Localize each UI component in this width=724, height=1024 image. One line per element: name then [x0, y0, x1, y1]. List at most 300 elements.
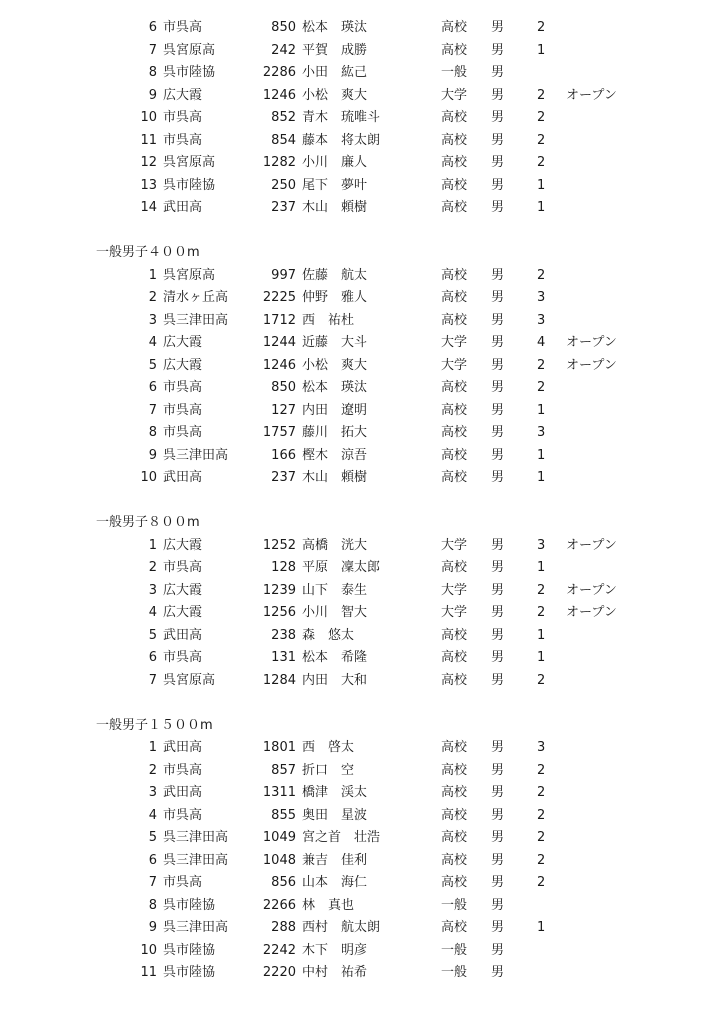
sex-cell: 男: [491, 312, 505, 328]
athlete-name-cell: 高橋 洸大: [302, 537, 368, 553]
bib-number-cell: 1282: [262, 155, 296, 170]
grade-cell: 2: [537, 672, 546, 688]
team-cell: 呉市陸協: [163, 965, 216, 980]
sex-cell: 男: [491, 42, 505, 58]
athlete-name-cell: 尾下 夢叶: [302, 177, 368, 193]
rank-cell: 6: [148, 650, 157, 665]
rank-cell: 7: [148, 875, 157, 890]
athlete-name-cell: 奥田 星波: [302, 807, 368, 823]
sex-cell: 男: [491, 920, 505, 935]
sex-cell: 男: [491, 942, 505, 958]
team-cell: 市呉高: [163, 110, 203, 125]
athlete-name-cell: 中村 祐希: [302, 965, 368, 980]
rank-cell: 10: [140, 942, 157, 958]
team-cell: 市呉高: [163, 875, 203, 890]
rank-cell: 5: [148, 357, 157, 373]
athlete-name-cell: 松本 瑛汰: [302, 20, 368, 35]
grade-cell: 2: [537, 875, 546, 890]
bib-number-cell: 242: [271, 42, 296, 58]
grade-cell: 1: [537, 627, 546, 643]
rank-cell: 7: [148, 42, 157, 58]
team-cell: 清水ヶ丘高: [163, 290, 229, 305]
sex-cell: 男: [491, 605, 505, 620]
section-spacer: [0, 490, 724, 513]
team-cell: 呉三津田高: [163, 852, 229, 868]
entry-row: [0, 557, 724, 580]
note-cell: オープン: [566, 357, 617, 373]
category-cell: 高校: [441, 267, 468, 283]
grade-cell: 2: [537, 762, 546, 778]
event-heading: [0, 512, 724, 535]
sex-cell: 男: [491, 447, 505, 463]
team-cell: 呉三津田高: [163, 920, 229, 935]
grade-cell: 2: [537, 267, 546, 283]
category-cell: 高校: [441, 20, 468, 35]
category-cell: 高校: [441, 785, 468, 800]
bib-number-cell: 238: [271, 627, 296, 643]
rank-cell: 1: [148, 740, 157, 755]
team-cell: 市呉高: [163, 132, 203, 148]
entry-row: [0, 895, 724, 918]
entry-row: [0, 152, 724, 175]
section-spacer: [0, 692, 724, 715]
rank-cell: 5: [148, 627, 157, 643]
sex-cell: 男: [491, 110, 505, 125]
grade-cell: 2: [537, 807, 546, 823]
sex-cell: 男: [491, 402, 505, 418]
entry-row: [0, 355, 724, 378]
rank-cell: 2: [148, 560, 157, 575]
bib-number-cell: 1712: [262, 312, 296, 328]
sex-cell: 男: [491, 830, 505, 845]
entry-row: [0, 197, 724, 220]
event-heading: [0, 715, 724, 738]
grade-cell: 2: [537, 132, 546, 148]
team-cell: 広大霞: [163, 357, 203, 373]
athlete-name-cell: 小松 爽大: [302, 87, 368, 103]
sex-cell: 男: [491, 965, 505, 980]
event-title: 一般男子４００m: [96, 245, 200, 260]
athlete-name-cell: 森 悠太: [302, 627, 355, 643]
bib-number-cell: 127: [271, 402, 296, 418]
bib-number-cell: 1239: [262, 582, 296, 598]
grade-cell: 3: [537, 425, 546, 440]
category-cell: 高校: [441, 672, 468, 688]
athlete-name-cell: 藤川 拓大: [302, 425, 368, 440]
grade-cell: 1: [537, 650, 546, 665]
sex-cell: 男: [491, 537, 505, 553]
athlete-name-cell: 松本 瑛汰: [302, 380, 368, 395]
entry-row: [0, 625, 724, 648]
bib-number-cell: 237: [271, 200, 296, 215]
category-cell: 大学: [441, 537, 468, 553]
grade-cell: 1: [537, 920, 546, 935]
category-cell: 高校: [441, 920, 468, 935]
note-cell: オープン: [566, 605, 617, 620]
bib-number-cell: 1244: [262, 335, 296, 350]
category-cell: 高校: [441, 740, 468, 755]
rank-cell: 11: [140, 132, 157, 148]
bib-number-cell: 1048: [262, 852, 296, 868]
sex-cell: 男: [491, 177, 505, 193]
grade-cell: 2: [537, 785, 546, 800]
rank-cell: 10: [140, 110, 157, 125]
athlete-name-cell: 佐藤 航太: [302, 267, 368, 283]
note-cell: オープン: [566, 537, 617, 553]
category-cell: 大学: [441, 605, 468, 620]
team-cell: 市呉高: [163, 20, 203, 35]
athlete-name-cell: 仲野 雅人: [302, 290, 368, 305]
rank-cell: 12: [140, 155, 157, 170]
rank-cell: 13: [140, 177, 157, 193]
team-cell: 広大霞: [163, 605, 203, 620]
sex-cell: 男: [491, 200, 505, 215]
bib-number-cell: 2225: [262, 290, 296, 305]
entry-row: [0, 647, 724, 670]
athlete-name-cell: 山下 泰生: [302, 582, 368, 598]
team-cell: 呉三津田高: [163, 447, 229, 463]
entry-row: [0, 535, 724, 558]
category-cell: 一般: [441, 965, 468, 980]
rank-cell: 2: [148, 762, 157, 778]
sex-cell: 男: [491, 897, 505, 913]
event-title: 一般男子８００m: [96, 515, 200, 530]
bib-number-cell: 850: [271, 380, 296, 395]
athlete-name-cell: 内田 大和: [302, 672, 368, 688]
athlete-name-cell: 小松 爽大: [302, 357, 368, 373]
entry-row: [0, 265, 724, 288]
team-cell: 呉三津田高: [163, 830, 229, 845]
entry-row: [0, 85, 724, 108]
sex-cell: 男: [491, 425, 505, 440]
bib-number-cell: 857: [271, 762, 296, 778]
team-cell: 呉市陸協: [163, 897, 216, 913]
bib-number-cell: 2242: [262, 942, 296, 958]
note-cell: オープン: [566, 87, 617, 103]
sex-cell: 男: [491, 357, 505, 373]
category-cell: 高校: [441, 42, 468, 58]
sex-cell: 男: [491, 380, 505, 395]
rank-cell: 3: [148, 312, 157, 328]
bib-number-cell: 855: [271, 807, 296, 823]
entry-row: [0, 827, 724, 850]
event-heading: [0, 242, 724, 265]
grade-cell: 2: [537, 582, 546, 598]
sex-cell: 男: [491, 627, 505, 643]
sex-cell: 男: [491, 290, 505, 305]
rank-cell: 3: [148, 785, 157, 800]
sex-cell: 男: [491, 87, 505, 103]
grade-cell: 2: [537, 380, 546, 395]
category-cell: 高校: [441, 650, 468, 665]
rank-cell: 10: [140, 470, 157, 485]
athlete-name-cell: 平賀 成勝: [302, 42, 368, 58]
entry-row: [0, 130, 724, 153]
athlete-name-cell: 西村 航太朗: [302, 920, 381, 935]
sex-cell: 男: [491, 852, 505, 868]
bib-number-cell: 997: [271, 267, 296, 283]
rank-cell: 8: [148, 425, 157, 440]
category-cell: 高校: [441, 762, 468, 778]
grade-cell: 3: [537, 312, 546, 328]
sex-cell: 男: [491, 267, 505, 283]
team-cell: 武田高: [163, 470, 203, 485]
bib-number-cell: 1252: [262, 537, 296, 553]
sex-cell: 男: [491, 20, 505, 35]
category-cell: 大学: [441, 582, 468, 598]
rank-cell: 8: [148, 65, 157, 80]
entry-row: [0, 377, 724, 400]
category-cell: 高校: [441, 875, 468, 890]
category-cell: 一般: [441, 897, 468, 913]
entry-row: [0, 670, 724, 693]
bib-number-cell: 288: [271, 920, 296, 935]
bib-number-cell: 237: [271, 470, 296, 485]
category-cell: 高校: [441, 447, 468, 463]
team-cell: 武田高: [163, 200, 203, 215]
entry-row: [0, 400, 724, 423]
category-cell: 高校: [441, 110, 468, 125]
entry-row: [0, 107, 724, 130]
category-cell: 高校: [441, 290, 468, 305]
athlete-name-cell: 木山 頼樹: [302, 200, 368, 215]
team-cell: 呉宮原高: [163, 267, 216, 283]
team-cell: 呉市陸協: [163, 942, 216, 958]
category-cell: 高校: [441, 380, 468, 395]
grade-cell: 1: [537, 560, 546, 575]
sex-cell: 男: [491, 650, 505, 665]
sex-cell: 男: [491, 740, 505, 755]
bib-number-cell: 850: [271, 20, 296, 35]
rank-cell: 2: [148, 290, 157, 305]
athlete-name-cell: 兼吉 佳利: [302, 852, 368, 868]
entry-row: [0, 310, 724, 333]
category-cell: 高校: [441, 627, 468, 643]
athlete-name-cell: 橋津 渓太: [302, 785, 368, 800]
sex-cell: 男: [491, 672, 505, 688]
entry-row: [0, 17, 724, 40]
team-cell: 呉宮原高: [163, 42, 216, 58]
rank-cell: 7: [148, 402, 157, 418]
sex-cell: 男: [491, 155, 505, 170]
bib-number-cell: 1246: [262, 357, 296, 373]
team-cell: 武田高: [163, 627, 203, 643]
team-cell: 呉三津田高: [163, 312, 229, 328]
entry-row: [0, 287, 724, 310]
grade-cell: 1: [537, 177, 546, 193]
bib-number-cell: 1311: [262, 785, 296, 800]
rank-cell: 4: [148, 605, 157, 620]
event-section: [0, 490, 724, 693]
team-cell: 市呉高: [163, 807, 203, 823]
team-cell: 市呉高: [163, 402, 203, 418]
entry-row: [0, 40, 724, 63]
team-cell: 呉市陸協: [163, 177, 216, 193]
bib-number-cell: 1284: [262, 672, 296, 688]
rank-cell: 7: [148, 672, 157, 688]
sex-cell: 男: [491, 132, 505, 148]
bib-number-cell: 2266: [262, 897, 296, 913]
athlete-name-cell: 林 真也: [302, 897, 355, 913]
rank-cell: 9: [148, 447, 157, 463]
bib-number-cell: 2220: [262, 965, 296, 980]
category-cell: 高校: [441, 830, 468, 845]
rank-cell: 14: [140, 200, 157, 215]
entry-row: [0, 602, 724, 625]
athlete-name-cell: 木山 頼樹: [302, 470, 368, 485]
athlete-name-cell: 宮之首 壮浩: [302, 830, 381, 845]
note-cell: オープン: [566, 335, 617, 350]
bib-number-cell: 250: [271, 177, 296, 193]
category-cell: 高校: [441, 807, 468, 823]
rank-cell: 6: [148, 20, 157, 35]
category-cell: 大学: [441, 87, 468, 103]
sex-cell: 男: [491, 582, 505, 598]
category-cell: 高校: [441, 852, 468, 868]
section-spacer: [0, 220, 724, 243]
team-cell: 広大霞: [163, 582, 203, 598]
bib-number-cell: 131: [271, 650, 296, 665]
event-title: 一般男子１５００m: [96, 717, 213, 733]
grade-cell: 2: [537, 20, 546, 35]
grade-cell: 3: [537, 740, 546, 755]
athlete-name-cell: 小川 廉人: [302, 155, 368, 170]
entry-row: [0, 467, 724, 490]
team-cell: 武田高: [163, 740, 203, 755]
entry-row: [0, 422, 724, 445]
entry-row: [0, 805, 724, 828]
category-cell: 一般: [441, 65, 468, 80]
athlete-name-cell: 内田 遼明: [302, 402, 368, 418]
rank-cell: 11: [140, 965, 157, 980]
bib-number-cell: 1757: [262, 425, 296, 440]
athlete-name-cell: 青木 琉唯斗: [302, 110, 381, 125]
grade-cell: 1: [537, 470, 546, 485]
athlete-name-cell: 松本 希隆: [302, 650, 368, 665]
rank-cell: 1: [148, 267, 157, 283]
grade-cell: 2: [537, 605, 546, 620]
rank-cell: 1: [148, 537, 157, 553]
athlete-name-cell: 藤本 将太朗: [302, 132, 381, 148]
event-section: [0, 17, 724, 220]
grade-cell: 1: [537, 447, 546, 463]
rank-cell: 3: [148, 582, 157, 598]
sex-cell: 男: [491, 807, 505, 823]
rank-cell: 8: [148, 897, 157, 913]
grade-cell: 4: [537, 335, 546, 350]
bib-number-cell: 1801: [262, 740, 296, 755]
team-cell: 市呉高: [163, 650, 203, 665]
athlete-name-cell: 山本 海仁: [302, 875, 368, 890]
athlete-name-cell: 近藤 大斗: [302, 335, 368, 350]
athlete-name-cell: 折口 空: [302, 762, 355, 778]
entry-row: [0, 962, 724, 985]
category-cell: 高校: [441, 132, 468, 148]
athlete-name-cell: 木下 明彦: [302, 942, 368, 958]
entry-row: [0, 737, 724, 760]
rank-cell: 6: [148, 852, 157, 868]
grade-cell: 2: [537, 110, 546, 125]
athlete-name-cell: 小川 智大: [302, 605, 368, 620]
team-cell: 広大霞: [163, 537, 203, 553]
sex-cell: 男: [491, 335, 505, 350]
category-cell: 高校: [441, 200, 468, 215]
entry-row: [0, 940, 724, 963]
athlete-name-cell: 西 啓太: [302, 740, 355, 755]
bib-number-cell: 128: [271, 560, 296, 575]
rank-cell: 9: [148, 920, 157, 935]
entry-row: [0, 872, 724, 895]
category-cell: 大学: [441, 335, 468, 350]
category-cell: 高校: [441, 402, 468, 418]
rank-cell: 6: [148, 380, 157, 395]
entry-row: [0, 850, 724, 873]
team-cell: 広大霞: [163, 335, 203, 350]
category-cell: 高校: [441, 155, 468, 170]
bib-number-cell: 1049: [262, 830, 296, 845]
entry-row: [0, 760, 724, 783]
team-cell: 市呉高: [163, 380, 203, 395]
entry-row: [0, 445, 724, 468]
team-cell: 呉宮原高: [163, 155, 216, 170]
rank-cell: 9: [148, 87, 157, 103]
sex-cell: 男: [491, 65, 505, 80]
entry-row: [0, 917, 724, 940]
sex-cell: 男: [491, 560, 505, 575]
grade-cell: 2: [537, 852, 546, 868]
team-cell: 広大霞: [163, 87, 203, 103]
entry-row: [0, 332, 724, 355]
team-cell: 呉宮原高: [163, 672, 216, 688]
category-cell: 一般: [441, 942, 468, 958]
grade-cell: 3: [537, 290, 546, 305]
category-cell: 高校: [441, 470, 468, 485]
team-cell: 市呉高: [163, 560, 203, 575]
bib-number-cell: 852: [271, 110, 296, 125]
category-cell: 高校: [441, 177, 468, 193]
grade-cell: 2: [537, 357, 546, 373]
grade-cell: 3: [537, 537, 546, 553]
sex-cell: 男: [491, 875, 505, 890]
rank-cell: 5: [148, 830, 157, 845]
category-cell: 高校: [441, 425, 468, 440]
category-cell: 高校: [441, 560, 468, 575]
entry-row: [0, 580, 724, 603]
category-cell: 大学: [441, 357, 468, 373]
bib-number-cell: 1256: [262, 605, 296, 620]
grade-cell: 2: [537, 830, 546, 845]
athlete-name-cell: 小田 紘己: [302, 65, 368, 80]
team-cell: 呉市陸協: [163, 65, 216, 80]
grade-cell: 2: [537, 87, 546, 103]
bib-number-cell: 854: [271, 132, 296, 148]
sex-cell: 男: [491, 470, 505, 485]
entry-row: [0, 782, 724, 805]
team-cell: 市呉高: [163, 425, 203, 440]
athlete-name-cell: 樫木 涼吾: [302, 447, 368, 463]
entry-row: [0, 175, 724, 198]
bib-number-cell: 2286: [262, 65, 296, 80]
bib-number-cell: 166: [271, 447, 296, 463]
rank-cell: 4: [148, 807, 157, 823]
sex-cell: 男: [491, 762, 505, 778]
grade-cell: 1: [537, 200, 546, 215]
bib-number-cell: 856: [271, 875, 296, 890]
bib-number-cell: 1246: [262, 87, 296, 103]
event-section: [0, 220, 724, 490]
rank-cell: 4: [148, 335, 157, 350]
team-cell: 市呉高: [163, 762, 203, 778]
